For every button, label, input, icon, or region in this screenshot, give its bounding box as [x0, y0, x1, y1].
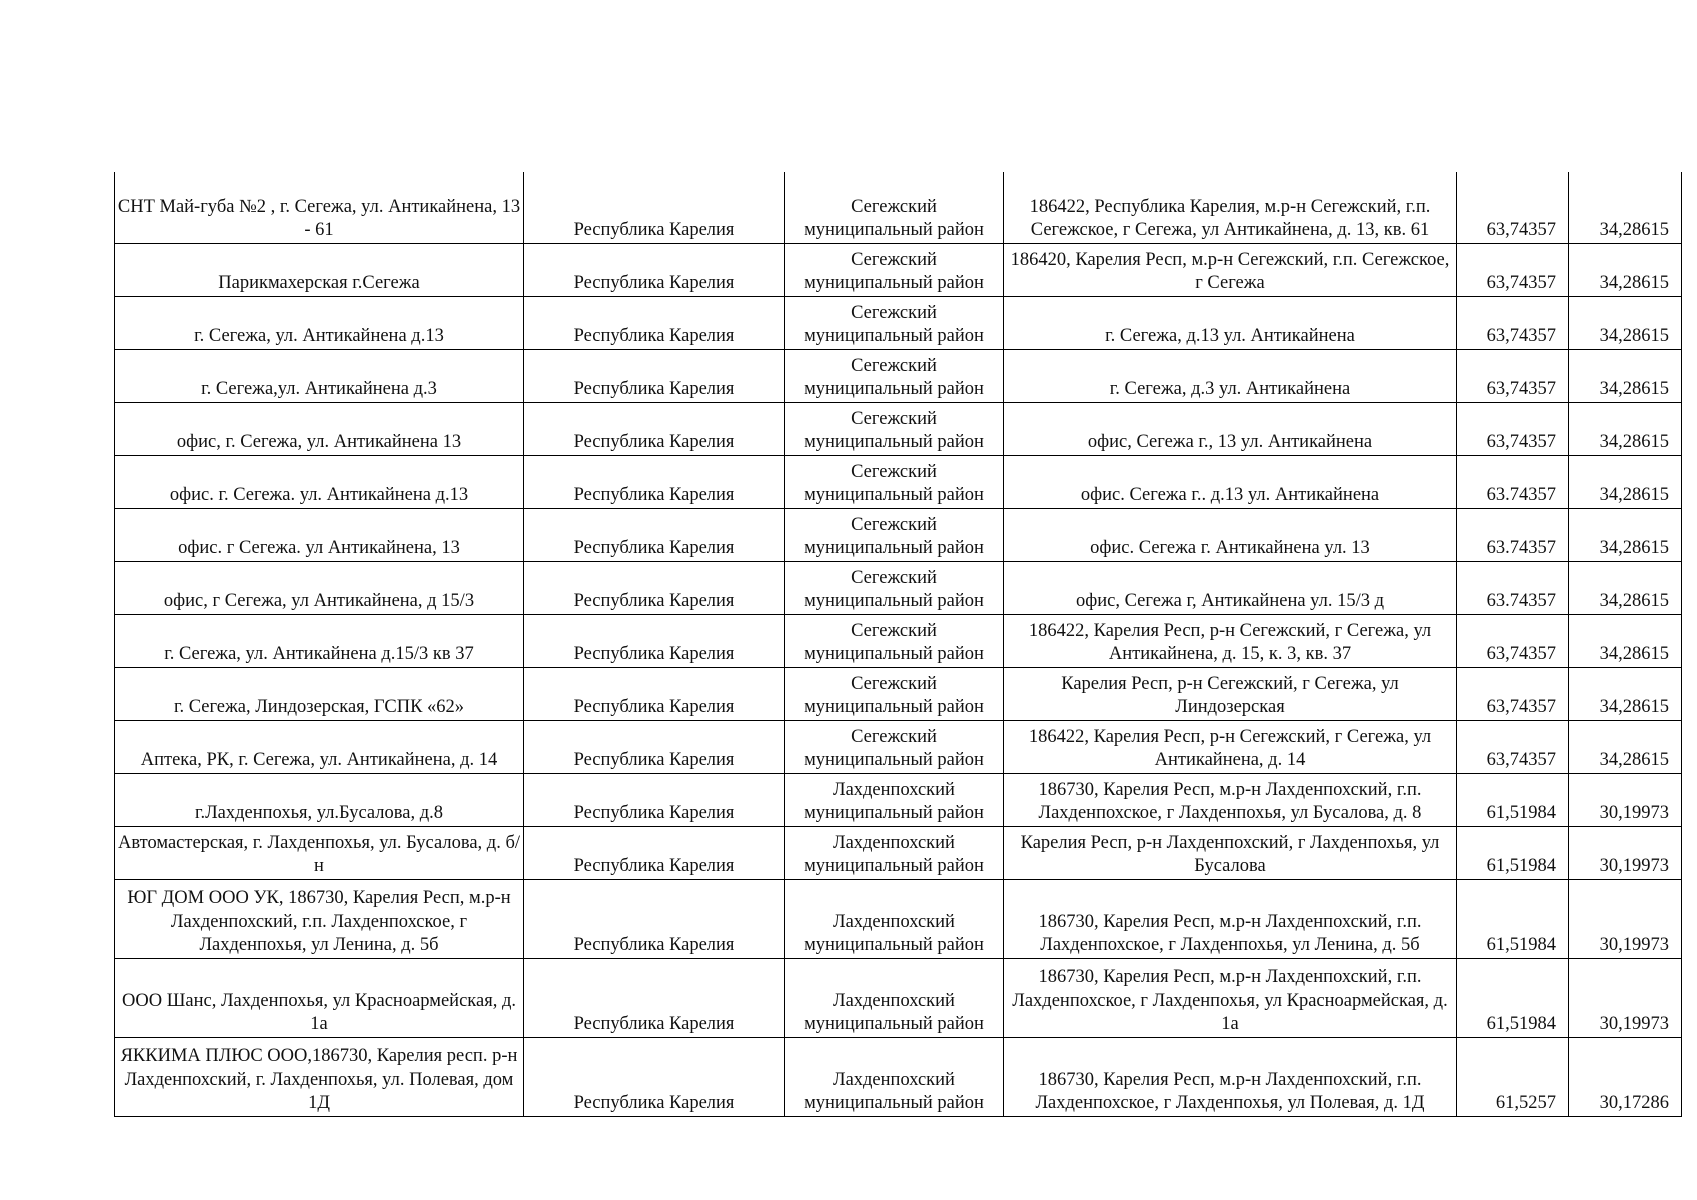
- cell-latitude: 63,74357: [1457, 296, 1569, 349]
- cell-region: Республика Карелия: [524, 773, 785, 826]
- cell-address: г. Сегежа, д.3 ул. Антикайнена: [1004, 349, 1457, 402]
- cell-longitude: 34,28615: [1569, 614, 1682, 667]
- cell-district: Лахденпохский муниципальный район: [785, 1037, 1004, 1116]
- cell-region: Республика Карелия: [524, 243, 785, 296]
- cell-region: Республика Карелия: [524, 1037, 785, 1116]
- cell-latitude: 61,51984: [1457, 879, 1569, 958]
- table-body: [115, 172, 1682, 1116]
- cell-district: Сегежский муниципальный район: [785, 614, 1004, 667]
- cell-latitude: 63,74357: [1457, 243, 1569, 296]
- cell-address: Карелия Респ, р-н Лахденпохский, г Лахденпохья, ул Бусалова: [1004, 826, 1457, 879]
- table-row: [115, 402, 1682, 455]
- cell-address: г. Сегежа, д.13 ул. Антикайнена: [1004, 296, 1457, 349]
- cell-region: Республика Карелия: [524, 349, 785, 402]
- cell-district: Сегежский муниципальный район: [785, 349, 1004, 402]
- cell-name: г. Сегежа, ул. Антикайнена д.13: [115, 296, 524, 349]
- cell-region: Республика Карелия: [524, 455, 785, 508]
- cell-address: офис, Сегежа г, Антикайнена ул. 15/3 д: [1004, 561, 1457, 614]
- cell-name: СНТ Май-губа №2 , г. Сегежа, ул. Антикайнена, 13 - 61: [115, 172, 524, 243]
- cell-latitude: 63.74357: [1457, 561, 1569, 614]
- cell-address: 186730, Карелия Респ, м.р-н Лахденпохский, г.п. Лахденпохское, г Лахденпохья, ул Полевая, д. 1Д: [1004, 1037, 1457, 1116]
- cell-district: Сегежский муниципальный район: [785, 561, 1004, 614]
- cell-longitude: 34,28615: [1569, 508, 1682, 561]
- cell-latitude: 63,74357: [1457, 172, 1569, 243]
- cell-name: Автомастерская, г. Лахденпохья, ул. Бусалова, д. б/н: [115, 826, 524, 879]
- cell-latitude: 61,51984: [1457, 958, 1569, 1037]
- address-table: [114, 172, 1682, 1117]
- cell-latitude: 63,74357: [1457, 614, 1569, 667]
- cell-longitude: 34,28615: [1569, 172, 1682, 243]
- cell-name: офис, г. Сегежа, ул. Антикайнена 13: [115, 402, 524, 455]
- cell-address: 186422, Карелия Респ, р-н Сегежский, г Сегежа, ул Антикайнена, д. 14: [1004, 720, 1457, 773]
- cell-district: Сегежский муниципальный район: [785, 508, 1004, 561]
- cell-name: офис. г. Сегежа. ул. Антикайнена д.13: [115, 455, 524, 508]
- cell-address: офис. Сегежа г.. д.13 ул. Антикайнена: [1004, 455, 1457, 508]
- cell-district: Лахденпохский муниципальный район: [785, 958, 1004, 1037]
- cell-name: ЯККИМА ПЛЮС ООО,186730, Карелия респ. р-н Лахденпохский, г. Лахденпохья, ул. Полевая, дом 1Д: [115, 1037, 524, 1116]
- cell-district: Сегежский муниципальный район: [785, 172, 1004, 243]
- cell-address: 186730, Карелия Респ, м.р-н Лахденпохский, г.п. Лахденпохское, г Лахденпохья, ул Бусалова, д. 8: [1004, 773, 1457, 826]
- cell-latitude: 63,74357: [1457, 720, 1569, 773]
- table-row: [115, 773, 1682, 826]
- cell-region: Республика Карелия: [524, 296, 785, 349]
- cell-latitude: 61,51984: [1457, 773, 1569, 826]
- table-row: [115, 826, 1682, 879]
- cell-region: Республика Карелия: [524, 172, 785, 243]
- cell-name: офис. г Сегежа. ул Антикайнена, 13: [115, 508, 524, 561]
- table-row: [115, 296, 1682, 349]
- cell-name: г. Сегежа, Линдозерская, ГСПК «62»: [115, 667, 524, 720]
- cell-longitude: 30,19973: [1569, 879, 1682, 958]
- cell-longitude: 34,28615: [1569, 349, 1682, 402]
- cell-latitude: 63.74357: [1457, 508, 1569, 561]
- cell-longitude: 30,19973: [1569, 773, 1682, 826]
- cell-region: Республика Карелия: [524, 826, 785, 879]
- cell-name: г. Сегежа,ул. Антикайнена д.3: [115, 349, 524, 402]
- table-row: [115, 508, 1682, 561]
- cell-address: 186422, Карелия Респ, р-н Сегежский, г Сегежа, ул Антикайнена, д. 15, к. 3, кв. 37: [1004, 614, 1457, 667]
- table-row: [115, 1037, 1682, 1116]
- cell-name: ЮГ ДОМ ООО УК, 186730, Карелия Респ, м.р-н Лахденпохский, г.п. Лахденпохское, г Лахденпохья, ул Ленина, д. 5б: [115, 879, 524, 958]
- cell-latitude: 63,74357: [1457, 667, 1569, 720]
- cell-district: Сегежский муниципальный район: [785, 243, 1004, 296]
- cell-latitude: 63,74357: [1457, 402, 1569, 455]
- cell-longitude: 30,19973: [1569, 958, 1682, 1037]
- cell-longitude: 34,28615: [1569, 561, 1682, 614]
- cell-address: 186730, Карелия Респ, м.р-н Лахденпохский, г.п. Лахденпохское, г Лахденпохья, ул Красноармейская, д. 1а: [1004, 958, 1457, 1037]
- cell-longitude: 34,28615: [1569, 402, 1682, 455]
- table-row: [115, 958, 1682, 1037]
- cell-latitude: 63,74357: [1457, 349, 1569, 402]
- cell-address: 186420, Карелия Респ, м.р-н Сегежский, г.п. Сегежское, г Сегежа: [1004, 243, 1457, 296]
- cell-address: офис, Сегежа г., 13 ул. Антикайнена: [1004, 402, 1457, 455]
- cell-longitude: 34,28615: [1569, 296, 1682, 349]
- cell-longitude: 34,28615: [1569, 667, 1682, 720]
- table-row: [115, 172, 1682, 243]
- cell-name: г. Сегежа, ул. Антикайнена д.15/3 кв 37: [115, 614, 524, 667]
- cell-district: Сегежский муниципальный район: [785, 720, 1004, 773]
- cell-longitude: 30,17286: [1569, 1037, 1682, 1116]
- cell-latitude: 61,51984: [1457, 826, 1569, 879]
- table-row: [115, 720, 1682, 773]
- table-row: [115, 455, 1682, 508]
- cell-region: Республика Карелия: [524, 720, 785, 773]
- cell-longitude: 30,19973: [1569, 826, 1682, 879]
- cell-district: Сегежский муниципальный район: [785, 667, 1004, 720]
- cell-address: офис. Сегежа г. Антикайнена ул. 13: [1004, 508, 1457, 561]
- table-row: [115, 561, 1682, 614]
- cell-region: Республика Карелия: [524, 667, 785, 720]
- cell-region: Республика Карелия: [524, 402, 785, 455]
- cell-longitude: 34,28615: [1569, 720, 1682, 773]
- table-row: [115, 243, 1682, 296]
- cell-district: Сегежский муниципальный район: [785, 455, 1004, 508]
- cell-district: Лахденпохский муниципальный район: [785, 826, 1004, 879]
- cell-district: Лахденпохский муниципальный район: [785, 773, 1004, 826]
- table-row: [115, 614, 1682, 667]
- cell-name: ООО Шанс, Лахденпохья, ул Красноармейская, д. 1а: [115, 958, 524, 1037]
- cell-name: Аптека, РК, г. Сегежа, ул. Антикайнена, д. 14: [115, 720, 524, 773]
- cell-region: Республика Карелия: [524, 508, 785, 561]
- cell-longitude: 34,28615: [1569, 243, 1682, 296]
- table-row: [115, 667, 1682, 720]
- cell-address: 186730, Карелия Респ, м.р-н Лахденпохский, г.п. Лахденпохское, г Лахденпохья, ул Ленина, д. 5б: [1004, 879, 1457, 958]
- cell-name: офис, г Сегежа, ул Антикайнена, д 15/3: [115, 561, 524, 614]
- cell-region: Республика Карелия: [524, 958, 785, 1037]
- cell-district: Сегежский муниципальный район: [785, 402, 1004, 455]
- cell-region: Республика Карелия: [524, 879, 785, 958]
- cell-district: Сегежский муниципальный район: [785, 296, 1004, 349]
- cell-district: Лахденпохский муниципальный район: [785, 879, 1004, 958]
- cell-latitude: 61,5257: [1457, 1037, 1569, 1116]
- cell-address: 186422, Республика Карелия, м.р-н Сегежский, г.п. Сегежское, г Сегежа, ул Антикайнена, д. 13, кв. 61: [1004, 172, 1457, 243]
- cell-name: Парикмахерская г.Сегежа: [115, 243, 524, 296]
- cell-address: Карелия Респ, р-н Сегежский, г Сегежа, ул Линдозерская: [1004, 667, 1457, 720]
- cell-latitude: 63.74357: [1457, 455, 1569, 508]
- cell-name: г.Лахденпохья, ул.Бусалова, д.8: [115, 773, 524, 826]
- table-row: [115, 879, 1682, 958]
- cell-region: Республика Карелия: [524, 614, 785, 667]
- cell-longitude: 34,28615: [1569, 455, 1682, 508]
- table-row: [115, 349, 1682, 402]
- cell-region: Республика Карелия: [524, 561, 785, 614]
